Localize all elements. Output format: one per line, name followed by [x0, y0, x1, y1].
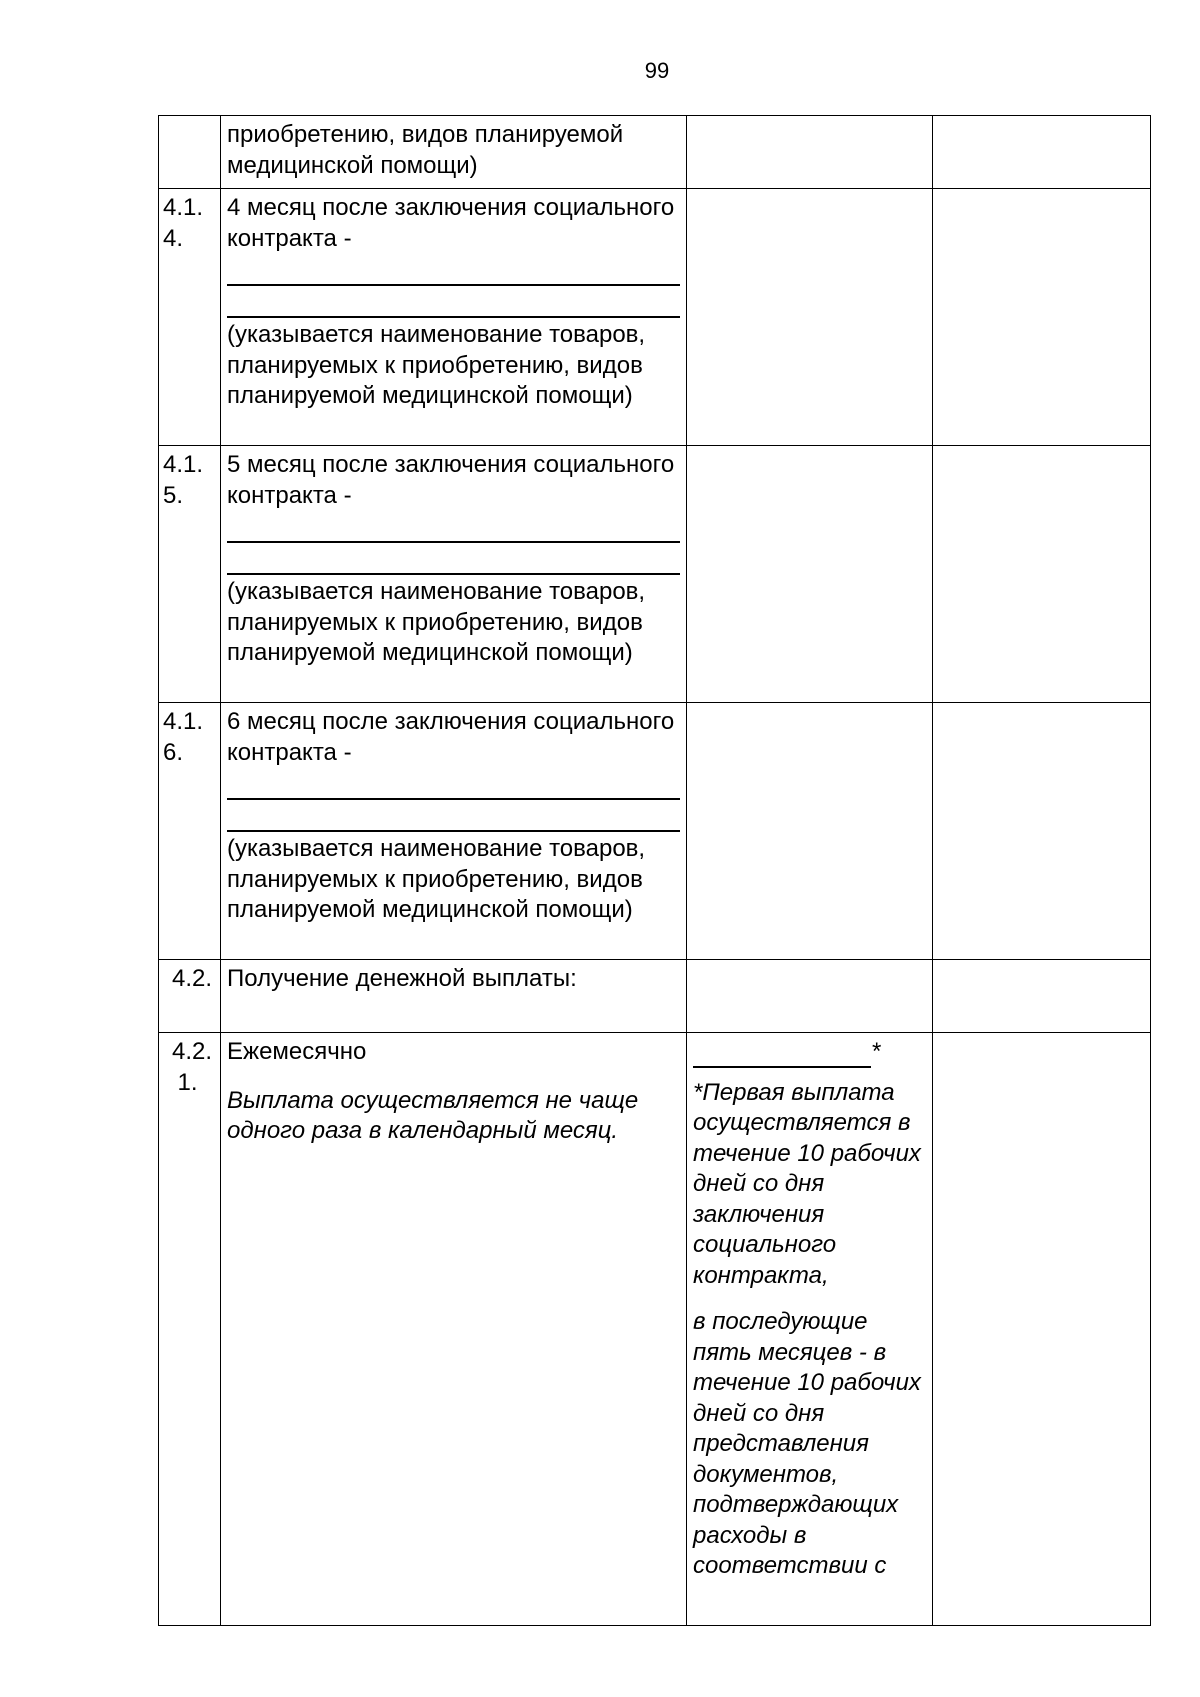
item-number — [159, 116, 221, 189]
item-text: приобретению, видов планируемой медицинской помощи) — [227, 121, 624, 179]
note-cell[interactable] — [933, 116, 1151, 189]
date-cell[interactable] — [687, 116, 933, 189]
item-number: 4.1. 4. — [159, 189, 221, 446]
item-number-line: 4.2. — [171, 1038, 212, 1065]
fill-in-line[interactable] — [227, 511, 680, 543]
date-cell[interactable] — [687, 446, 933, 703]
footnote-next: в последующие пять месяцев - в течение 10 рабочих дней со дня представления документов, подтверждающих расходы в соответствии с — [693, 1308, 921, 1579]
note-cell[interactable] — [933, 446, 1151, 703]
table-row — [159, 960, 1151, 1033]
item-description — [221, 116, 687, 189]
date-cell[interactable] — [687, 189, 933, 446]
item-number: 4.1. 5. — [159, 446, 221, 703]
date-cell[interactable] — [687, 960, 933, 1033]
date-cell[interactable] — [687, 703, 933, 960]
item-text: Ежемесячно — [227, 1038, 367, 1065]
item-text: 6 месяц после заключения социального контракта - — [227, 708, 675, 766]
fill-in-line[interactable] — [227, 768, 680, 800]
table-row — [159, 446, 1151, 703]
note-cell[interactable] — [933, 189, 1151, 446]
item-description — [221, 960, 687, 1033]
item-description — [221, 189, 687, 446]
item-hint: (указывается наименование товаров, планируемых к приобретению, видов планируемой медицинской помощи) — [227, 578, 646, 666]
note-cell[interactable] — [933, 703, 1151, 960]
fill-in-line[interactable] — [227, 254, 680, 286]
footnote-mark: * — [871, 1038, 881, 1065]
date-fill-line[interactable] — [693, 1040, 871, 1068]
note-cell[interactable] — [933, 960, 1151, 1033]
item-note: Выплата осуществляется не чаще одного раза в календарный месяц. — [227, 1086, 639, 1144]
social-contract-table — [158, 115, 1151, 1626]
table-row — [159, 189, 1151, 446]
item-text: Получение денежной выплаты: — [227, 965, 577, 992]
table-row — [159, 703, 1151, 960]
page-number: 99 — [644, 58, 670, 83]
item-number-line: 1. — [177, 1068, 198, 1096]
item-number — [159, 1033, 221, 1626]
item-text: 4 месяц после заключения социального контракта - — [227, 194, 675, 252]
item-text: 5 месяц после заключения социального контракта - — [227, 451, 675, 509]
item-number: 4.1. 6. — [159, 703, 221, 960]
fill-in-line[interactable] — [227, 286, 680, 318]
item-number: 4.2. — [159, 960, 221, 1033]
table-row — [159, 1033, 1151, 1626]
item-hint: (указывается наименование товаров, планируемых к приобретению, видов планируемой медицинской помощи) — [227, 321, 646, 409]
item-hint: (указывается наименование товаров, планируемых к приобретению, видов планируемой медицинской помощи) — [227, 835, 646, 923]
date-cell — [687, 1033, 933, 1626]
fill-in-line[interactable] — [227, 543, 680, 575]
item-description — [221, 703, 687, 960]
item-description — [221, 446, 687, 703]
note-cell[interactable] — [933, 1033, 1151, 1626]
fill-in-line[interactable] — [227, 800, 680, 832]
footnote-first: *Первая выплата осуществляется в течение 10 рабочих дней со дня заключения социального контракта, — [693, 1078, 921, 1289]
table-row — [159, 116, 1151, 189]
item-description — [221, 1033, 687, 1626]
